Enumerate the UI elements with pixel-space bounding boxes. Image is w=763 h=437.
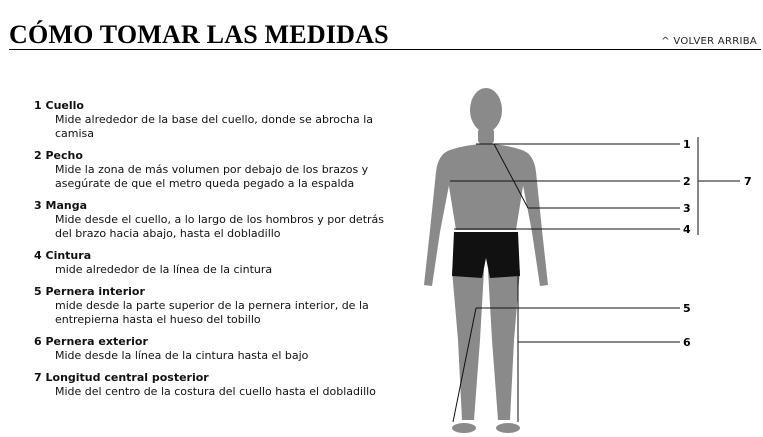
list-item <box>34 285 404 327</box>
back-to-top-link[interactable]: ^ VOLVER ARRIBA <box>661 36 757 47</box>
measurement-description: mide desde la parte superior de la pernera interior, de la entrepierna hasta el hueso del tobillo <box>55 299 369 326</box>
measurement-title: 5 Pernera interior <box>34 285 145 298</box>
list-item <box>34 249 404 277</box>
shorts <box>452 232 520 278</box>
measurement-title: 3 Manga <box>34 199 87 212</box>
measurement-description: Mide desde el cuello, a lo largo de los hombros y por detrás del brazo hacia abajo, hasta el dobladillo <box>55 213 385 240</box>
measurement-title: 6 Pernera exterior <box>34 335 148 348</box>
callout-2: 2 <box>683 175 691 188</box>
body-silhouette <box>424 88 548 433</box>
callout-6: 6 <box>683 336 691 349</box>
callout-7: 7 <box>744 175 752 188</box>
measurement-description: Mide alrededor de la base del cuello, donde se abrocha la camisa <box>55 113 374 140</box>
page-title: CÓMO TOMAR LAS MEDIDAS <box>9 20 389 49</box>
list-item <box>34 371 404 399</box>
title-divider <box>9 49 761 50</box>
measurement-description: Mide del centro de la costura del cuello hasta el dobladillo <box>55 385 376 398</box>
measurement-title: 2 Pecho <box>34 149 83 162</box>
measurement-description: Mide desde la línea de la cintura hasta el bajo <box>55 349 309 362</box>
callout-4: 4 <box>683 223 691 236</box>
callout-3: 3 <box>683 202 691 215</box>
callout-labels <box>683 138 752 349</box>
body-measurement-figure <box>410 80 763 437</box>
measurement-description: Mide la zona de más volumen por debajo de los brazos y asegúrate de que el metro queda pegado a la espalda <box>55 163 369 190</box>
list-item <box>34 335 404 363</box>
callout-1: 1 <box>683 138 691 151</box>
measurement-description: mide alrededor de la línea de la cintura <box>55 263 273 276</box>
list-item <box>34 99 404 141</box>
callout-5: 5 <box>683 302 691 315</box>
measurement-title: 4 Cintura <box>34 249 92 262</box>
measurement-title: 1 Cuello <box>34 99 84 112</box>
measurement-title: 7 Longitud central posterior <box>34 371 209 384</box>
measurement-list <box>34 99 404 407</box>
list-item <box>34 149 404 191</box>
list-item <box>34 199 404 241</box>
